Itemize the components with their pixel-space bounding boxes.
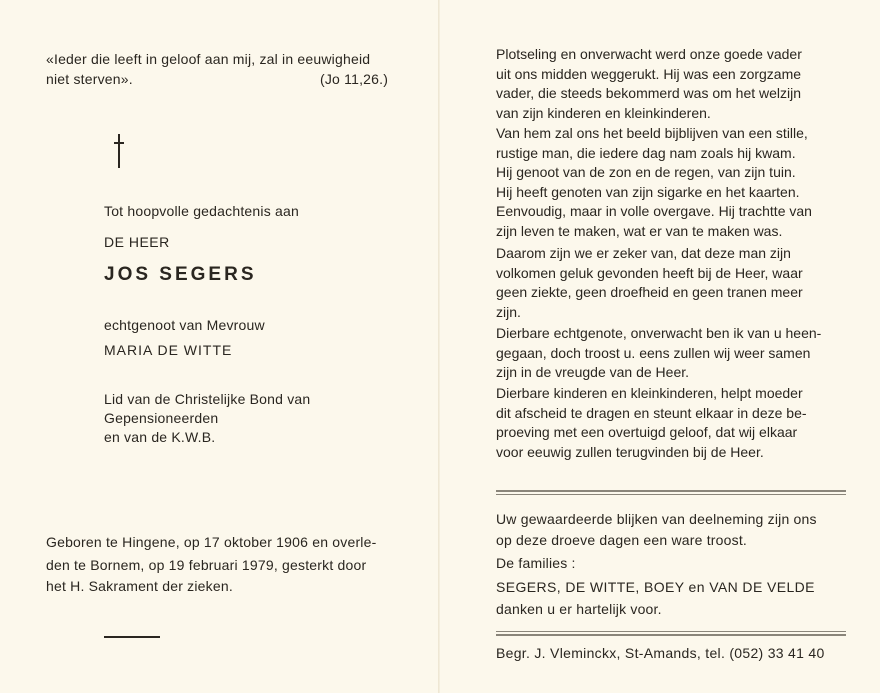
divider <box>496 631 846 632</box>
text-paragraph <box>496 324 852 383</box>
text-paragraph <box>496 244 852 322</box>
paragraph-line: gegaan, doch troost u. eens zullen wij weer samen <box>496 344 811 361</box>
spouse-name: MARIA DE WITTE <box>104 342 233 358</box>
family-names: SEGERS, DE WITTE, BOEY en VAN DE VELDE <box>496 579 815 595</box>
bible-quote-reference: (Jo 11,26.) <box>320 71 389 87</box>
membership-line: Lid van de Christelijke Bond van <box>104 391 311 407</box>
thanks-line: danken u er hartelijk voor. <box>496 601 662 617</box>
families-label: De families : <box>496 555 576 571</box>
memory-line: Tot hoopvolle gedachtenis aan <box>104 203 299 219</box>
honorific-title: DE HEER <box>104 234 170 250</box>
birth-death-line: Geboren te Hingene, op 17 oktober 1906 en overle- <box>46 534 377 550</box>
paragraph-line: geen ziekte, geen droefheid en geen tranen meer <box>496 284 803 300</box>
paragraph-line: Hij heeft genoten van zijn sigarke en het kaarten. <box>496 183 800 200</box>
divider <box>496 490 846 492</box>
text-paragraph <box>496 384 852 462</box>
printer-credit: Begr. J. Vleminckx, St-Amands, tel. (052) 33 41 40 <box>496 645 825 661</box>
paragraph-line: van zijn kinderen en kleinkinderen. <box>496 104 711 121</box>
paragraph-line: zijn. <box>496 303 521 320</box>
spouse-intro: echtgenoot van Mevrouw <box>104 317 265 333</box>
bible-quote-line-2: niet sterven». <box>46 71 133 87</box>
text-paragraph <box>496 124 852 241</box>
paragraph-line: vader, die steeds bekommerd was om het welzijn <box>496 85 802 101</box>
divider <box>496 494 846 495</box>
paragraph-line: rustige man, die iedere dag nam zoals hij kwam. <box>496 144 796 161</box>
text-paragraph <box>496 45 852 123</box>
paragraph-line: Eenvoudig, maar in volle overgave. Hij trachtte van <box>496 203 812 219</box>
paragraph-line: voor eeuwig zullen terugvinden bij de Heer. <box>496 443 764 460</box>
thanks-line: Uw gewaardeerde blijken van deelneming zijn ons <box>496 511 817 527</box>
birth-death-line: het H. Sakrament der zieken. <box>46 578 233 594</box>
cross-icon <box>114 134 124 168</box>
paragraph-line: Plotseling en onverwacht werd onze goede vader <box>496 46 802 62</box>
paragraph-line: dit afscheid te dragen en steunt elkaar in deze be- <box>496 404 807 421</box>
paragraph-line: Van hem zal ons het beeld bijblijven van een stille, <box>496 125 808 141</box>
birth-death-line: den te Bornem, op 19 februari 1979, gesterkt door <box>46 557 367 573</box>
paragraph-line: Dierbare kinderen en kleinkinderen, helpt moeder <box>496 385 803 401</box>
paragraph-line: Daarom zijn we er zeker van, dat deze man zijn <box>496 245 791 261</box>
paragraph-line: Hij genoot van de zon en de regen, van zijn tuin. <box>496 164 796 180</box>
paragraph-line: volkomen geluk gevonden heeft bij de Heer, waar <box>496 264 803 281</box>
paragraph-line: proeving met een overtuigd geloof, dat wij elkaar <box>496 424 798 440</box>
paragraph-line: uit ons midden weggerukt. Hij was een zorgzame <box>496 65 802 82</box>
membership-line: en van de K.W.B. <box>104 429 216 445</box>
thanks-line: op deze droeve dagen een ware troost. <box>496 532 748 548</box>
paragraph-line: zijn leven te maken, wat er van te maken was. <box>496 222 783 239</box>
deceased-name: JOS SEGERS <box>104 264 257 285</box>
divider <box>496 634 846 636</box>
membership-line: Gepensioneerden <box>104 410 219 426</box>
paragraph-line: Dierbare echtgenote, onverwacht ben ik van u heen- <box>496 325 822 341</box>
bible-quote-line-1: «Ieder die leeft in geloof aan mij, zal in eeuwigheid <box>46 51 371 67</box>
paragraph-line: zijn in de vreugde van de Heer. <box>496 364 690 380</box>
ornamental-bar <box>104 636 160 638</box>
